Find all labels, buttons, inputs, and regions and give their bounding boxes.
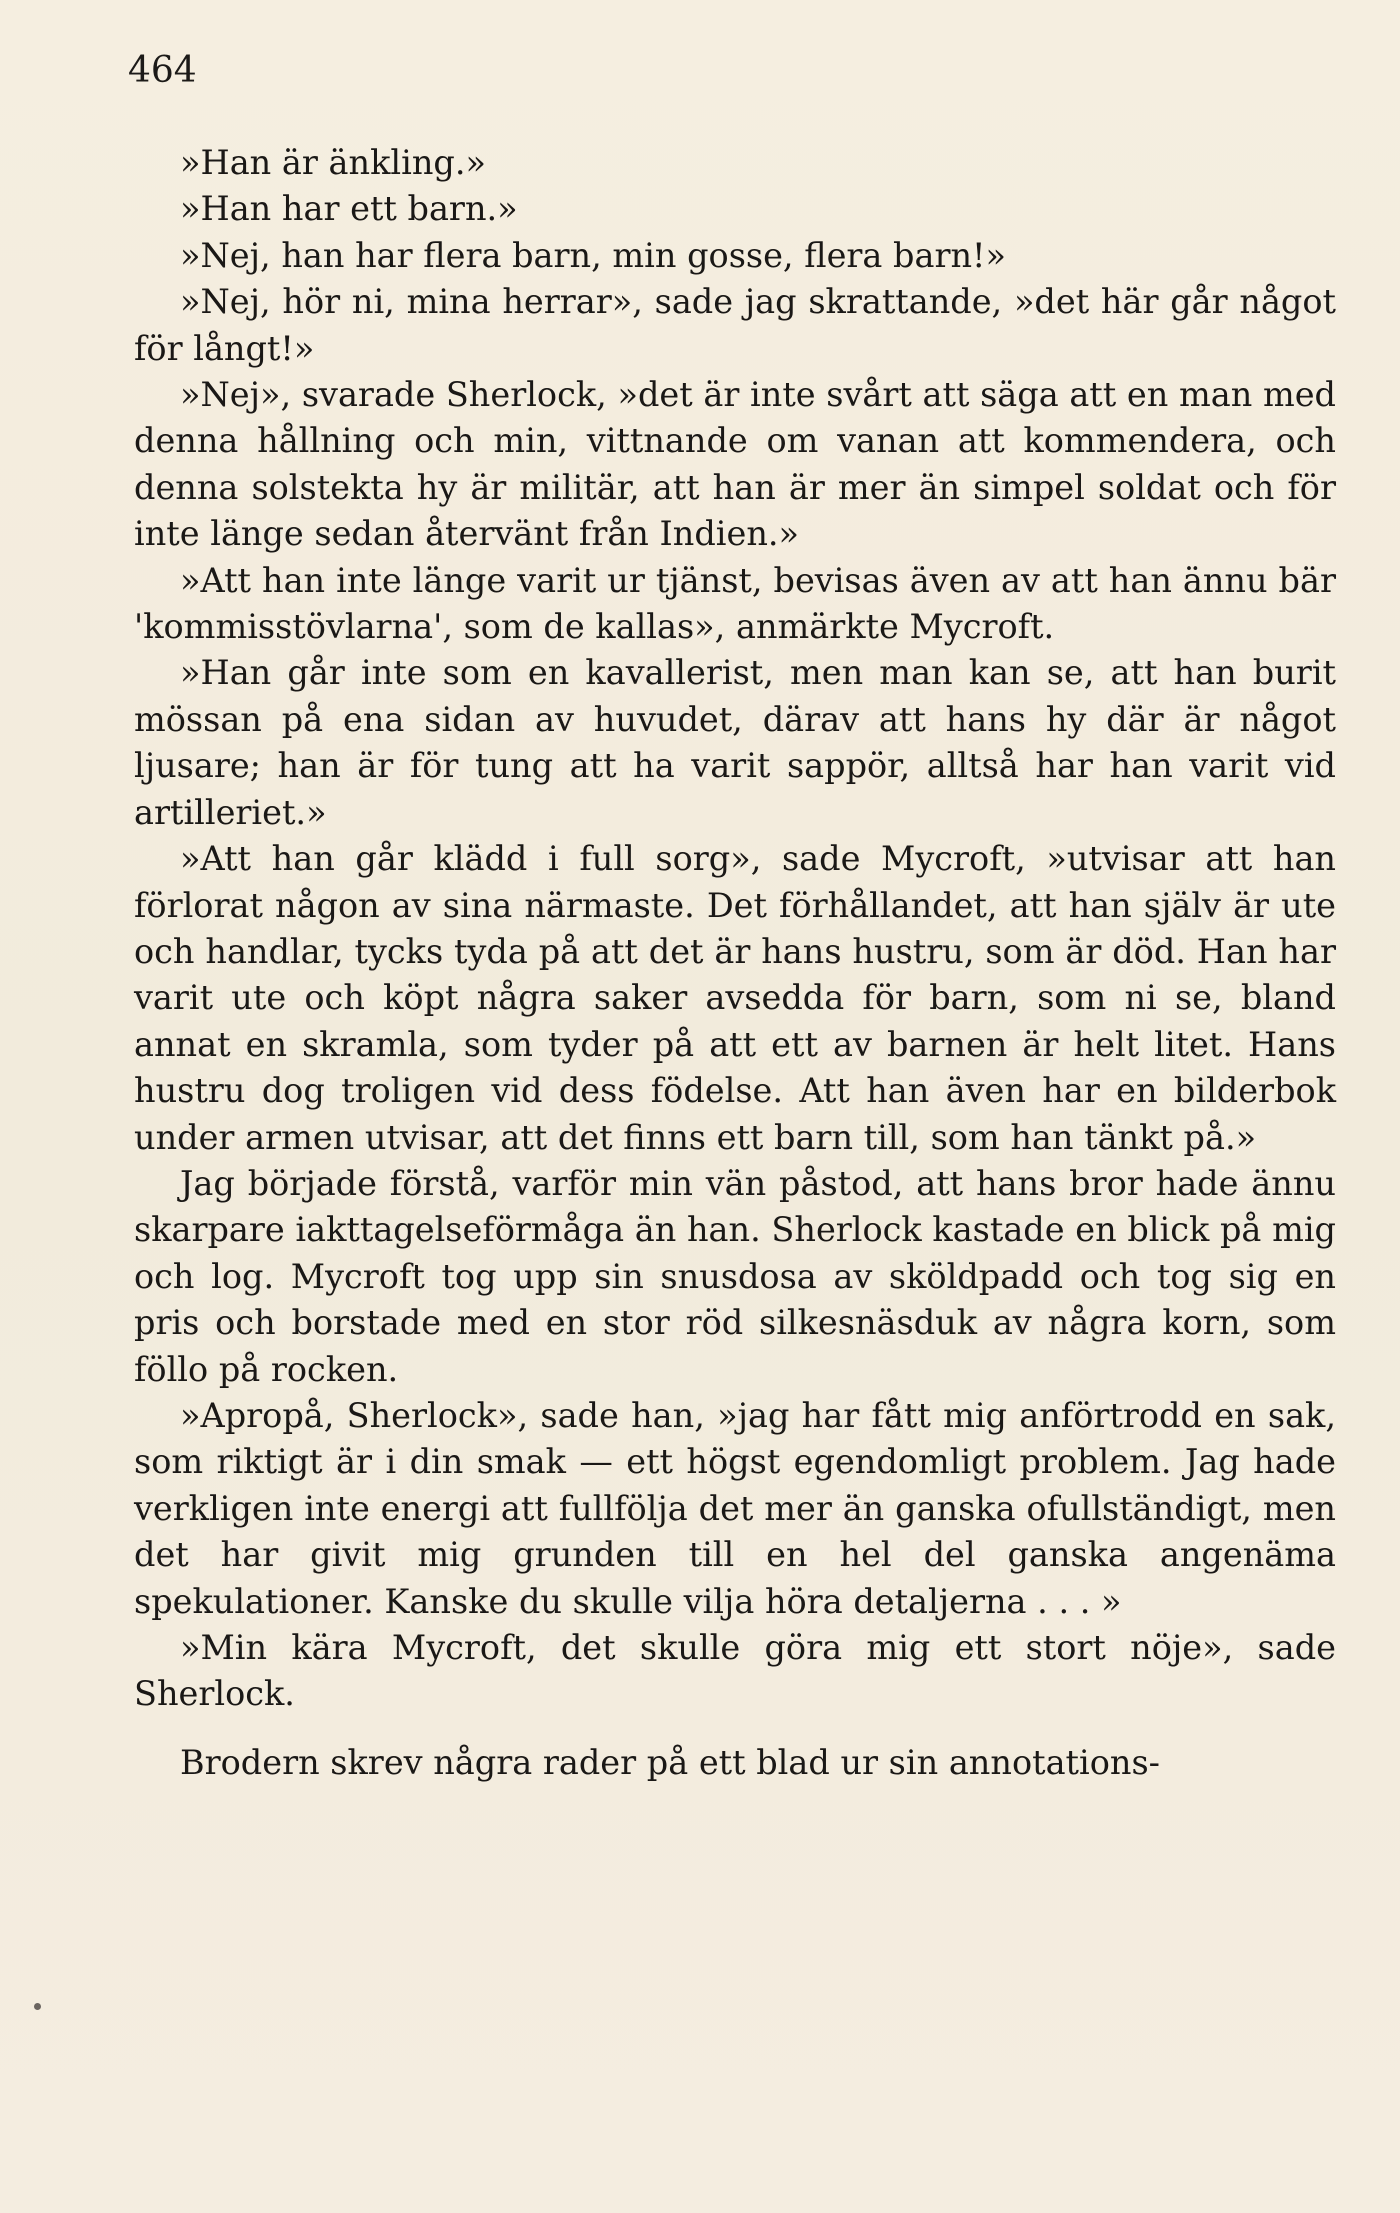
- paragraph: »Att han går klädd i full sorg», sade Mycroft, »utvisar att han förlorat någon av sina närmaste. Det förhållandet, att han själv är ute och handlar, tycks tyda på att det är hans hustru, som är död. Han har varit ute och köpt några saker avsedda för barn, som ni se, bland annat en skramla, som tyder på att ett av barnen är helt litet. Hans hustru dog troligen vid dess födelse. Att han även har en bilderbok under armen utvisar, att det finns ett barn till, som han tänkt på.»: [134, 839, 1336, 1157]
- ink-speck: [34, 2003, 41, 2010]
- paragraph: »Apropå, Sherlock», sade han, »jag har fått mig anförtrodd en sak, som riktigt är i din smak — ett högst egendomligt problem. Jag hade verkligen inte energi att fullfölja det mer än ganska ofullständigt, men det har givit mig grunden till en hel del ganska angenäma spekulationer. Kanske du skulle vilja höra detaljerna . . . »: [134, 1395, 1336, 1621]
- paragraph: »Nej», svarade Sherlock, »det är inte svårt att säga att en man med denna hållning och min, vittnande om vanan att kommendera, och denna solstekta hy är militär, att han är mer än simpel soldat och för inte länge sedan återvänt från Indien.»: [134, 375, 1336, 554]
- page-number: 464: [128, 50, 197, 91]
- paragraph: »Att han inte länge varit ur tjänst, bevisas även av att han ännu bär 'kommisstövlarna', som de kallas», anmärkte Mycroft.: [134, 560, 1336, 647]
- paragraph: »Min kära Mycroft, det skulle göra mig ett stort nöje», sade Sherlock.: [134, 1628, 1336, 1714]
- paragraph: »Nej, han har flera barn, min gosse, flera barn!»: [180, 235, 1007, 275]
- paragraph: Jag började förstå, varför min vän påstod, att hans bror hade ännu skarpare iakttagelseförmåga än han. Sherlock kastade en blick på mig och log. Mycroft tog upp sin snusdosa av sköldpadd och tog sig en pris och borstade med en stor röd silkesnäsduk av några korn, som föllo på rocken.: [134, 1163, 1336, 1389]
- paragraph: Brodern skrev några rader på ett blad ur sin annotations-: [180, 1742, 1160, 1782]
- paragraph: »Han går inte som en kavallerist, men man kan se, att han burit mössan på ena sidan av huvudet, därav att hans hy där är något ljusare; han är för tung att ha varit sappör, alltså har han varit vid artilleriet.»: [134, 653, 1336, 832]
- paragraph: »Han är änkling.»: [180, 143, 486, 182]
- paragraph: »Han har ett barn.»: [180, 189, 518, 229]
- paragraph: »Nej, hör ni, mina herrar», sade jag skrattande, »det här går något för långt!»: [134, 282, 1336, 368]
- body-text: [134, 140, 1336, 1786]
